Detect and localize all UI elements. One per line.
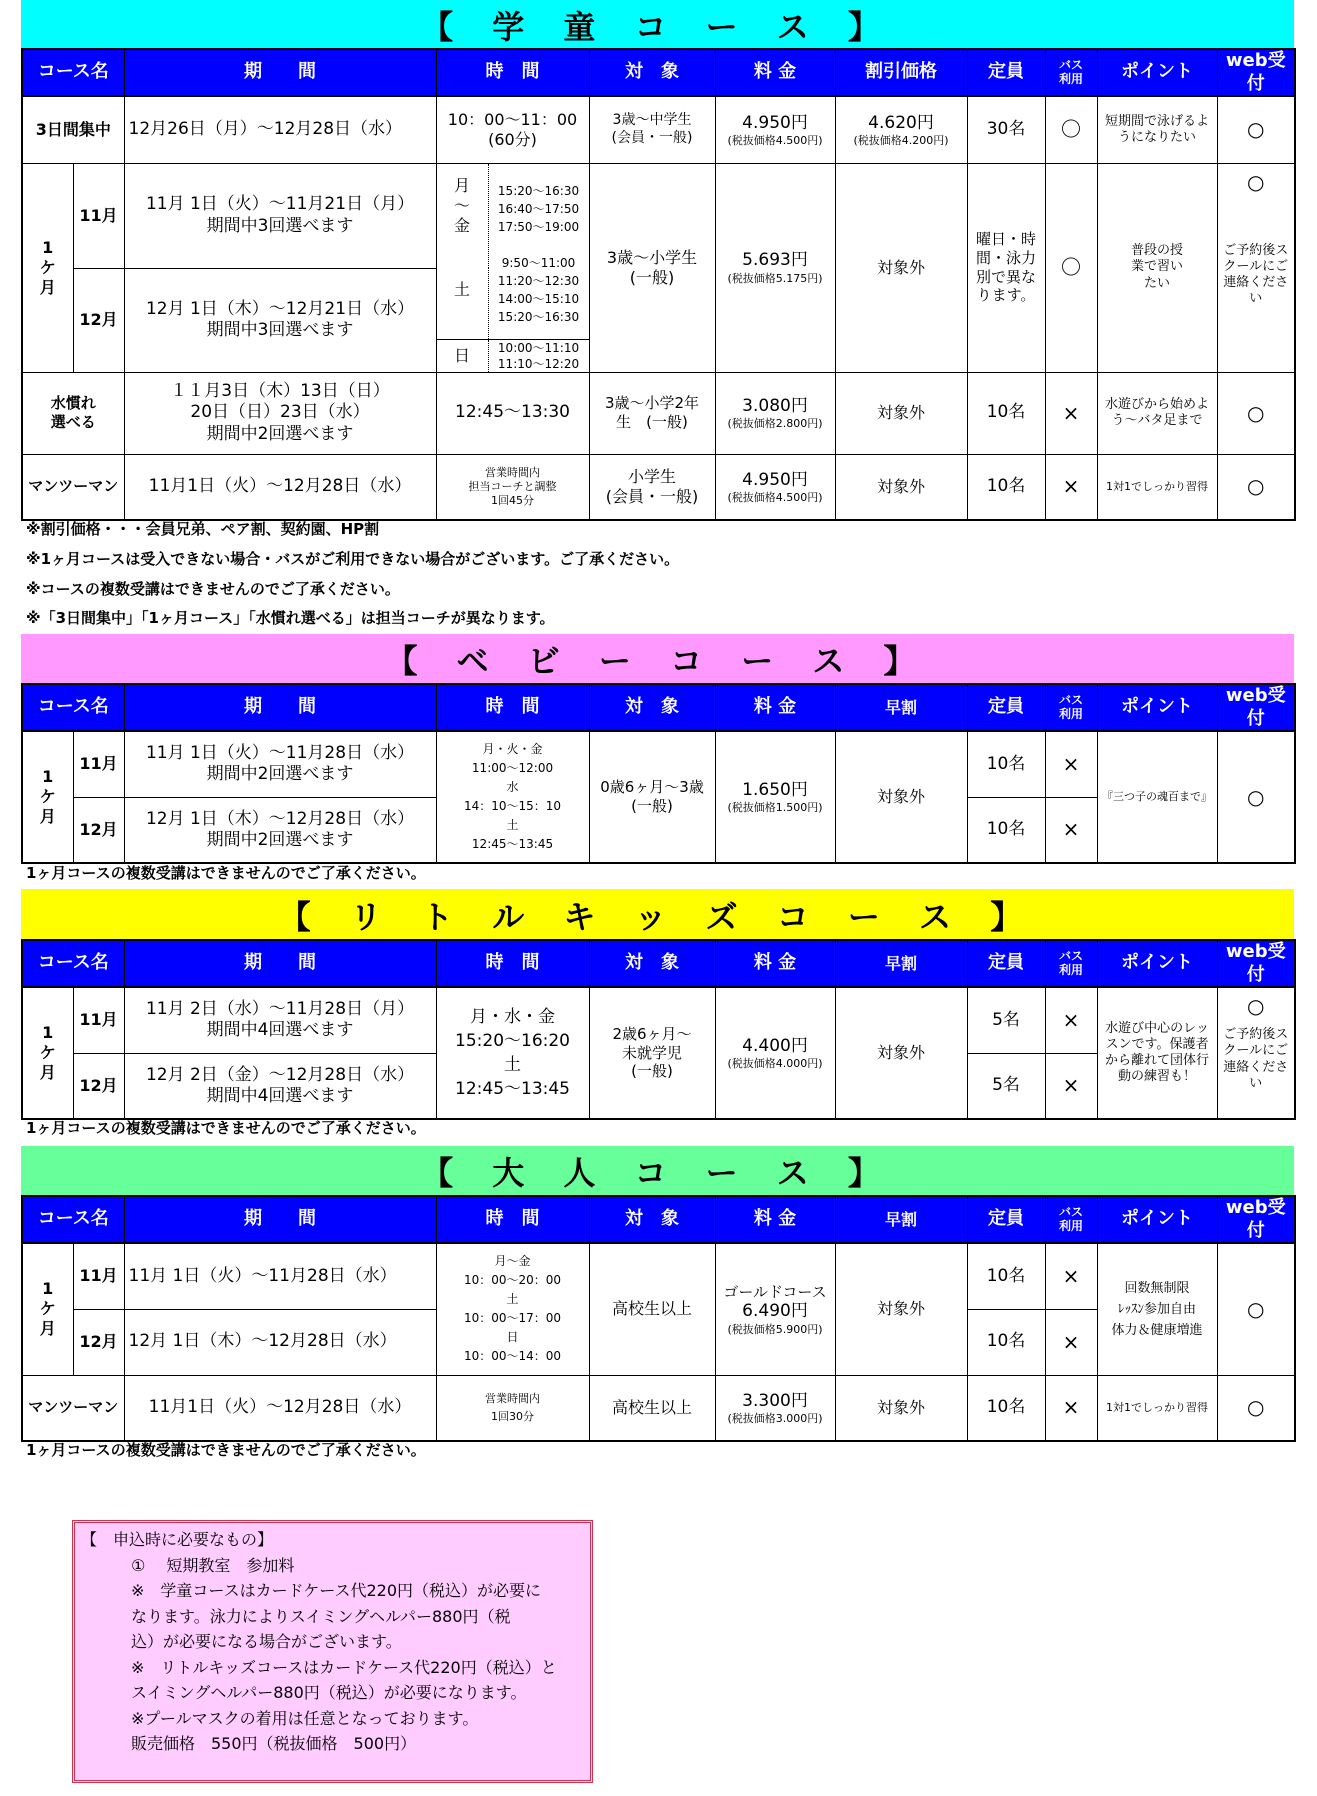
header-early: 早割 [835, 940, 967, 987]
fee: 5.693円 (税抜価格5.175円) [715, 163, 835, 372]
baby-banner [21, 634, 1294, 684]
web-text: ご予約後スクールにご連絡ください [1223, 1027, 1289, 1091]
bus-mark: × [1045, 1375, 1097, 1441]
table-row [22, 96, 1295, 163]
header-time: 時 間 [436, 49, 589, 96]
bus-mark-12: × [1045, 1309, 1097, 1375]
point: 1対1でしっかり習得 [1097, 1375, 1217, 1441]
point: 1対1でしっかり習得 [1097, 454, 1217, 520]
note-coach: ※「3日間集中」「1ヶ月コース」「水慣れ選べる」は担当コーチが異なります。 [26, 609, 555, 627]
web-mark: ○ [1217, 454, 1295, 520]
header-early: 早割 [835, 684, 967, 731]
baby-table [21, 683, 1296, 864]
point: 回数無制限 ﾚｯｽﾝ参加自由 体力＆健康増進 [1097, 1243, 1217, 1375]
early: 対象外 [835, 1375, 967, 1441]
target: 0歳6ヶ月～3歳 (一般) [589, 731, 715, 863]
table-row [22, 731, 1295, 797]
target: 高校生以上 [589, 1243, 715, 1375]
header-fee: 料 金 [715, 940, 835, 987]
capacity: 10名 [967, 454, 1045, 520]
capacity-12: 10名 [967, 1309, 1045, 1375]
header-point: ポイント [1097, 1196, 1217, 1243]
time: 営業時間内 担当コーチと調整 1回45分 [436, 454, 589, 520]
header-row [22, 940, 1295, 987]
request-line: ① 短期教室 参加料 [131, 1555, 295, 1575]
kids-title: 【 リ ト ル キ ッ ズ コ ー ス 】 [278, 897, 1037, 936]
course-name: マンツーマン [22, 454, 124, 520]
point: 水遊びから始めよう～バタ足まで [1097, 372, 1217, 454]
fee: 3.080円 (税抜価格2.800円) [715, 372, 835, 454]
adult-title: 【 大 人 コ ー ス 】 [421, 1154, 894, 1192]
bus-mark: 〇 [1045, 163, 1097, 372]
header-capacity: 定員 [967, 49, 1045, 96]
gakudo-table [21, 48, 1296, 521]
capacity-11: 10名 [967, 731, 1045, 797]
target: 小学生 (会員・一般) [589, 454, 715, 520]
bus-mark-11: × [1045, 987, 1097, 1053]
point: 普段の授業で習いたい [1097, 163, 1217, 372]
request-line: ※プールマスクの着用は任意となっております。 [131, 1708, 479, 1728]
header-web: web受付 [1217, 1196, 1295, 1243]
month-11: 11月 [73, 163, 124, 268]
capacity: 曜日・時間・泳力別で異なります。 [967, 163, 1045, 372]
time-slots-sun: 10:00～11:10 11:10～12:20 [488, 339, 589, 372]
capacity-12: 10名 [967, 797, 1045, 863]
header-bus: バス 利用 [1045, 684, 1097, 731]
period-11: 11月 2日（水）～11月28日（月） 期間中4回選べます [124, 987, 436, 1053]
course-name: 3日間集中 [22, 96, 124, 163]
header-time: 時 間 [436, 684, 589, 731]
early: 対象外 [835, 731, 967, 863]
period-12: 12月 1日（木）～12月28日（水） 期間中2回選べます [124, 797, 436, 863]
web-mark: ○ [1217, 1375, 1295, 1441]
header-bus: バス 利用 [1045, 1196, 1097, 1243]
discount: 4.620円 (税抜価格4.200円) [835, 96, 967, 163]
request-line: ※ 学童コースはカードケース代220円（税込）が必要に [131, 1581, 542, 1600]
web [1217, 163, 1295, 372]
header-web: web受付 [1217, 684, 1295, 731]
period-12: 12月 2日（金）～12月28日（水） 期間中4回選べます [124, 1053, 436, 1119]
fee: 3.300円 (税抜価格3.000円) [715, 1375, 835, 1441]
bus-mark: × [1045, 372, 1097, 454]
header-row [22, 684, 1295, 731]
header-capacity: 定員 [967, 940, 1045, 987]
course-name-1month: 1 ケ 月 [22, 731, 73, 863]
bus-mark-12: × [1045, 1053, 1097, 1119]
header-bus: バス 利用 [1045, 49, 1097, 96]
month-12: 12月 [73, 1309, 124, 1375]
header-row [22, 1196, 1295, 1243]
capacity-11: 10名 [967, 1243, 1045, 1309]
table-row [22, 987, 1295, 1053]
web [1217, 987, 1295, 1119]
point: 短期間で泳げるようになりたい [1097, 96, 1217, 163]
month-12: 12月 [73, 1053, 124, 1119]
baby-title: 【 ベ ビ ー コ ー ス 】 [385, 642, 930, 680]
early: 対象外 [835, 987, 967, 1119]
capacity: 10名 [967, 1375, 1045, 1441]
header-point: ポイント [1097, 940, 1217, 987]
web-mark: ○ [1247, 169, 1265, 194]
request-line: なります。泳力によりスイミングヘルパー880円（税 [131, 1606, 511, 1626]
header-target: 対 象 [589, 1196, 715, 1243]
header-point: ポイント [1097, 684, 1217, 731]
time: 10：00～11：00 (60分) [436, 96, 589, 163]
time: 月・水・金 15:20～16:20 土 12:45～13:45 [436, 987, 589, 1119]
header-bus: バス 利用 [1045, 940, 1097, 987]
request-title: 【 申込時に必要なもの】 [81, 1530, 274, 1549]
capacity: 10名 [967, 372, 1045, 454]
bus-mark-12: × [1045, 797, 1097, 863]
time: 月・火・金 11:00～12:00 水 14：10～15：10 土 12:45～13:45 [436, 731, 589, 863]
baby-note: 1ヶ月コースの複数受講はできませんのでご了承ください。 [26, 864, 426, 882]
header-early: 早割 [835, 1196, 967, 1243]
header-period: 期 間 [124, 684, 436, 731]
course-name-1month: 1 ケ 月 [22, 163, 73, 372]
period-11: 11月 1日（火）～11月28日（水） 期間中2回選べます [124, 731, 436, 797]
note-discount: ※割引価格・・・会員兄弟、ペア割、契約園、HP割 [26, 520, 380, 538]
header-time: 時 間 [436, 1196, 589, 1243]
header-period: 期 間 [124, 49, 436, 96]
fee: 1.650円 (税抜価格1.500円) [715, 731, 835, 863]
bus-mark: × [1045, 454, 1097, 520]
header-period: 期 間 [124, 940, 436, 987]
target: 高校生以上 [589, 1375, 715, 1441]
table-row [22, 1243, 1295, 1309]
web-mark: ○ [1217, 96, 1295, 163]
table-row [22, 1375, 1295, 1441]
web-text: ご予約後スクールにご連絡ください [1223, 242, 1289, 307]
request-line: スイミングヘルパー880円（税込）が必要になります。 [131, 1683, 527, 1702]
request-box [72, 1520, 593, 1783]
kids-banner [21, 889, 1294, 940]
header-target: 対 象 [589, 49, 715, 96]
adult-table [21, 1195, 1296, 1442]
adult-banner [21, 1146, 1294, 1196]
adult-note: 1ヶ月コースの複数受講はできませんのでご了承ください。 [26, 1441, 426, 1459]
course-name: マンツーマン [22, 1375, 124, 1441]
time: 月～金 10：00～20：00 土 10：00～17：00 日 10：00～14：00 [436, 1243, 589, 1375]
target: 3歳～中学生 (会員・一般) [589, 96, 715, 163]
header-capacity: 定員 [967, 684, 1045, 731]
month-11: 11月 [73, 731, 124, 797]
header-fee: 料 金 [715, 49, 835, 96]
request-line: ※ リトルキッズコースはカードケース代220円（税込）と [131, 1657, 557, 1677]
fee: 4.950円 (税抜価格4.500円) [715, 96, 835, 163]
header-discount: 割引価格 [835, 49, 967, 96]
capacity-11: 5名 [967, 987, 1045, 1053]
header-row [22, 49, 1295, 96]
bus-mark: 〇 [1045, 96, 1097, 163]
web-mark: ○ [1247, 994, 1265, 1018]
day-labels: 月 ～ 金 土 [436, 163, 488, 339]
table-row [22, 372, 1295, 454]
web-mark: ○ [1217, 372, 1295, 454]
capacity-12: 5名 [967, 1053, 1045, 1119]
period-11: 11月 1日（火）～11月21日（月） 期間中3回選べます [124, 163, 436, 268]
discount: 対象外 [835, 163, 967, 372]
header-fee: 料 金 [715, 1196, 835, 1243]
month-11: 11月 [73, 1243, 124, 1309]
period: 12月26日（月）～12月28日（水） [124, 96, 436, 163]
period-11: 11月 1日（火）～11月28日（水） [124, 1243, 436, 1309]
gakudo-banner [21, 0, 1294, 49]
capacity: 30名 [967, 96, 1045, 163]
month-12: 12月 [73, 268, 124, 372]
time: 12:45～13:30 [436, 372, 589, 454]
note-multiple: ※コースの複数受講はできませんのでご了承ください。 [26, 580, 400, 598]
point: 水遊び中心のレッスンです。保護者から離れて団体行動の練習も！ [1097, 987, 1217, 1119]
header-course: コース名 [22, 684, 124, 731]
discount: 対象外 [835, 372, 967, 454]
header-course: コース名 [22, 49, 124, 96]
web-mark: ○ [1217, 1243, 1295, 1375]
table-row [22, 454, 1295, 520]
bus-mark-11: × [1045, 1243, 1097, 1309]
point: 『三つ子の魂百まで』 [1097, 731, 1217, 863]
early: 対象外 [835, 1243, 967, 1375]
note-bus: ※1ヶ月コースは受入できない場合・バスがご利用できない場合がございます。ご了承ください。 [26, 550, 680, 568]
day-sun: 日 [436, 339, 488, 372]
fee: 4.400円 (税抜価格4.000円) [715, 987, 835, 1119]
header-period: 期 間 [124, 1196, 436, 1243]
kids-note: 1ヶ月コースの複数受講はできませんのでご了承ください。 [26, 1119, 426, 1137]
course-name-1month: 1 ケ 月 [22, 987, 73, 1119]
header-fee: 料 金 [715, 684, 835, 731]
table-row [22, 163, 1295, 268]
target: 3歳～小学生 (一般) [589, 163, 715, 372]
kids-table [21, 939, 1296, 1120]
header-web: web受付 [1217, 940, 1295, 987]
period: 11月1日（火）～12月28日（水） [124, 1375, 436, 1441]
period-12: 12月 1日（木）～12月28日（水） [124, 1309, 436, 1375]
month-11: 11月 [73, 987, 124, 1053]
period: １１月3日（木）13日（日） 20日（日）23日（水） 期間中2回選べます [124, 372, 436, 454]
period-12: 12月 1日（木）～12月21日（水） 期間中3回選べます [124, 268, 436, 372]
web-mark: ○ [1217, 731, 1295, 863]
discount: 対象外 [835, 454, 967, 520]
header-capacity: 定員 [967, 1196, 1045, 1243]
course-name: 水慣れ 選べる [22, 372, 124, 454]
target: 2歳6ヶ月～ 未就学児 (一般) [589, 987, 715, 1119]
header-course: コース名 [22, 940, 124, 987]
month-12: 12月 [73, 797, 124, 863]
header-web: web受付 [1217, 49, 1295, 96]
bus-mark-11: × [1045, 731, 1097, 797]
request-line: 込）が必要になる場合がございます。 [131, 1632, 402, 1651]
request-line: 販売価格 550円（税抜価格 500円） [131, 1734, 417, 1753]
course-name-1month: 1 ケ 月 [22, 1243, 73, 1375]
fee: ゴールドコース 6.490円 (税抜価格5.900円) [715, 1243, 835, 1375]
header-target: 対 象 [589, 940, 715, 987]
header-target: 対 象 [589, 684, 715, 731]
target: 3歳～小学2年生 (一般) [589, 372, 715, 454]
time-slots: 15:20～16:30 16:40～17:50 17:50～19:00 9:50～11:00 11:20～12:30 14:00～15:10 15:20～16:30 [488, 163, 589, 339]
time: 営業時間内 1回30分 [436, 1375, 589, 1441]
header-course: コース名 [22, 1196, 124, 1243]
gakudo-title: 【 学 童 コ ー ス 】 [421, 7, 894, 46]
header-point: ポイント [1097, 49, 1217, 96]
fee: 4.950円 (税抜価格4.500円) [715, 454, 835, 520]
header-time: 時 間 [436, 940, 589, 987]
period: 11月1日（火）～12月28日（水） [124, 454, 436, 520]
